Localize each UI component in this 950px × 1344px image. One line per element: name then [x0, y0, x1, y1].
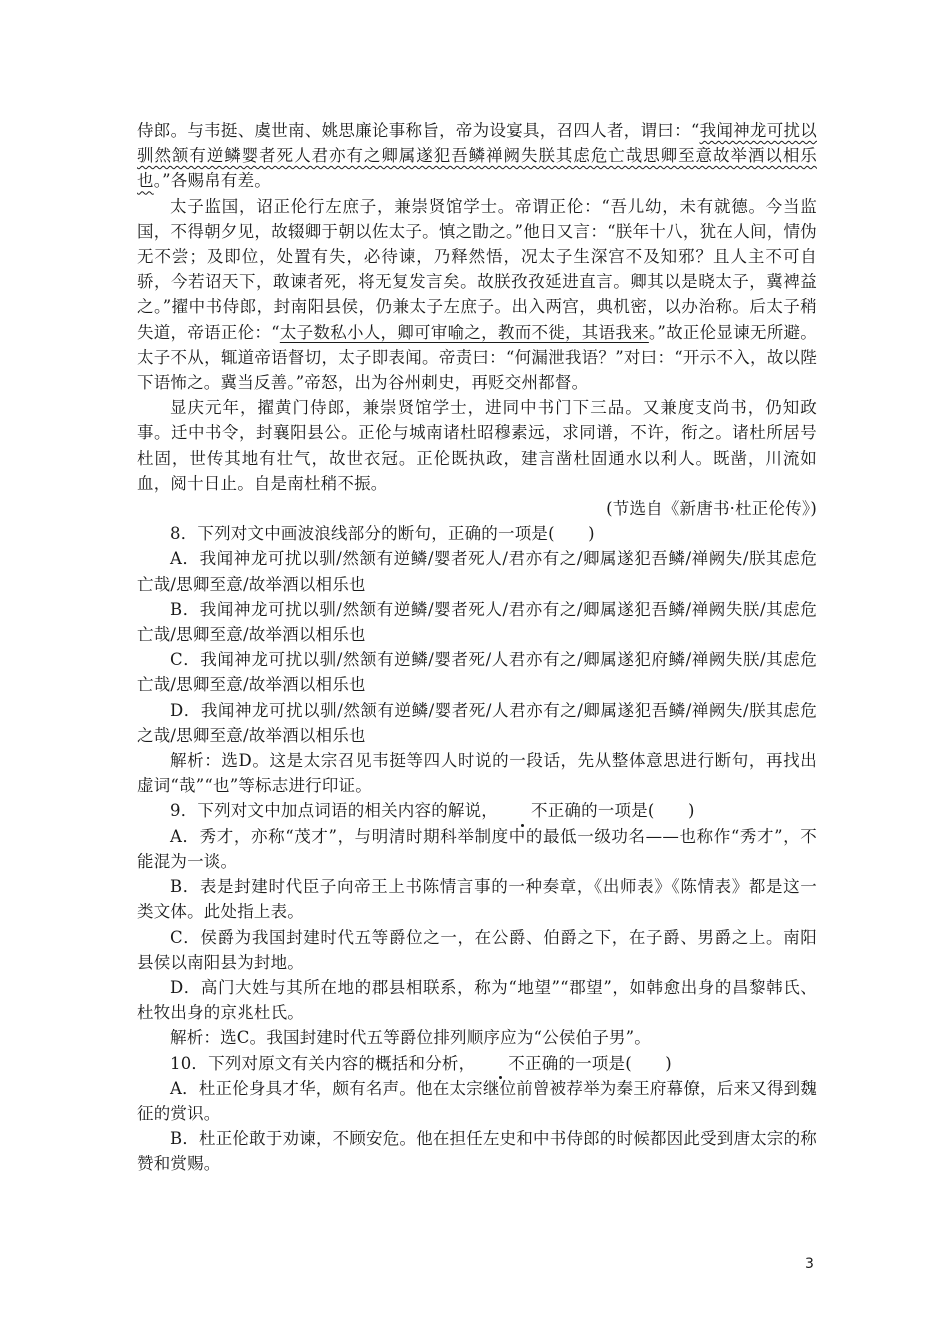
question-10-option-a: A．杜正伦身具才华，颇有名声。他在太宗继位前曾被荐举为秦王府幕僚，后来又得到魏征的赏识。	[137, 1078, 817, 1123]
passage-paragraph-3: 显庆元年，擢黄门侍郎，兼崇贤馆学士，进同中书门下三品。又兼度支尚书，仍知政事。迁中书令，封襄阳县公。正伦与城南诸杜昭穆素远，求同谱，不许，衔之。诸杜所居号杜固，世传其地有壮气，故世衣冠。正伦既执政，建言凿杜固通水以利人。既凿，川流如血，阅十日止。自是南杜稍不振。	[137, 398, 817, 493]
question-9-option-a: A．秀才，亦称“茂才”，与明清时期科举制度中的最低一级功名——也称作“秀才”，不能混为一谈。	[137, 826, 817, 871]
wavy-underlined-sentence: 我闻神龙可扰以驯然颔有逆鳞婴者死人君亦有之卿属遂犯吾鳞禅阙失朕其虑危亡哉思卿至意故举酒以相乐也	[137, 121, 817, 191]
stem-text: 正确的一项是( )	[525, 1053, 672, 1073]
document-body	[137, 118, 817, 1177]
question-10-option-b: B．杜正伦敢于劝谏，不顾安危。他在担任左史和中书侍郎的时候都因此受到唐太宗的称赞和赏赐。	[137, 1129, 817, 1174]
question-8-analysis: 解析：选D。这是太宗召见韦挺等四人时说的一段话，先从整体意思进行断句，再找出虚词“哉”“也”等标志进行印证。	[137, 751, 817, 796]
passage-text: 。”各赐帛有差。	[153, 171, 271, 191]
question-8-option-d: D．我闻神龙可扰以驯/然颔有逆鳞/婴者死/人君亦有之/卿属遂犯吾鳞/禅阙失/朕其虑危之哉/思卿至意/故举酒以相乐也	[137, 700, 817, 745]
page-number: 3	[805, 1256, 814, 1272]
passage-text: 侍郎。与韦挺、虞世南、姚思廉论事称旨，帝为设宴具，召四人者，谓曰：“	[137, 121, 700, 140]
question-9-analysis: 解析：选C。我国封建时代五等爵位排列顺序应为“公侯伯子男”。	[170, 1028, 651, 1048]
emphasis-dot-char: 不	[498, 798, 548, 823]
passage-text: 。”故正伦显谏无所避。太子不从，辄道帝语督切，太子即表闻。帝责曰：“何漏泄我语？”对曰：“开示不入，故以陛下语怖之。冀当反善。”帝怒，出为谷州刺史，再贬交州都督。	[137, 322, 817, 393]
question-8-option-a: A．我闻神龙可扰以驯/然颔有逆鳞/婴者死人/君亦有之/卿属遂犯吾鳞/禅阙失/朕其虑危亡哉/思卿至意/故举酒以相乐也	[137, 549, 817, 594]
passage-paragraph-2	[137, 194, 817, 396]
question-8-stem: 8．下列对文中画波浪线部分的断句，正确的一项是( )	[170, 524, 595, 544]
passage-text: 太子监国，诏正伦行左庶子，兼崇贤馆学士。帝谓正伦：“吾儿幼，未有就德。今当监国，不得朝夕见，故辍卿于朝以佐太子。慎之勖之。”他日又言：“朕年十八，犹在人间，情伪无不尝；及即位，处置有失，必待谏，乃释然悟，况太子生深宫不及知邪？且人主不可自骄，今若诏天下，敢谏者死，将无复发言矣。故朕孜孜延进直言。卿其以是晓太子，冀裨益之。”擢中书侍郎，封南阳县侯，仍兼太子左庶子。出入两宫，典机密，以办治称。后太子稍失道，帝语正伦：“	[137, 196, 817, 342]
question-10-stem	[137, 1051, 817, 1076]
question-9-option-d: D．高门大姓与其所在地的郡县相联系，称为“地望”“郡望”，如韩愈出身的昌黎韩氏、杜牧出身的京兆杜氏。	[137, 977, 817, 1023]
source-citation: (节选自《新唐书·杜正伦传》)	[606, 499, 817, 519]
question-9-option-b: B．表是封建时代臣子向帝王上书陈情言事的一种奏章，《出师表》《陈情表》都是这一类文体。此处指上表。	[137, 877, 817, 922]
stem-text: 9．下列对文中加点词语的相关内容的解说，	[170, 801, 498, 821]
question-8-option-c: C．我闻神龙可扰以驯/然颔有逆鳞/婴者死/人君亦有之/卿属遂犯府鳞/禅阙失朕/其虑危亡哉/思卿至意/故举酒以相乐也	[137, 650, 817, 695]
question-9-option-c: C．侯爵为我国封建时代五等爵位之一，在公爵、伯爵之下，在子爵、男爵之上。南阳县侯以南阳县为封地。	[137, 927, 817, 972]
stem-text: 10．下列对原文有关内容的概括和分析，	[170, 1053, 476, 1073]
stem-text: 正确的一项是( )	[547, 801, 695, 821]
question-8-option-b: B．我闻神龙可扰以驯/然颔有逆鳞/婴者死人/君亦有之/卿属遂犯吾鳞/禅阙失朕/其虑危亡哉/思卿至意/故举酒以相乐也	[137, 599, 817, 645]
emphasis-dot-char: 不	[475, 1051, 525, 1076]
question-9-stem	[137, 798, 817, 823]
underlined-sentence: 太子数私小人，卿可审喻之，教而不徙，其语我来	[279, 322, 649, 342]
passage-paragraph-1	[137, 118, 817, 194]
